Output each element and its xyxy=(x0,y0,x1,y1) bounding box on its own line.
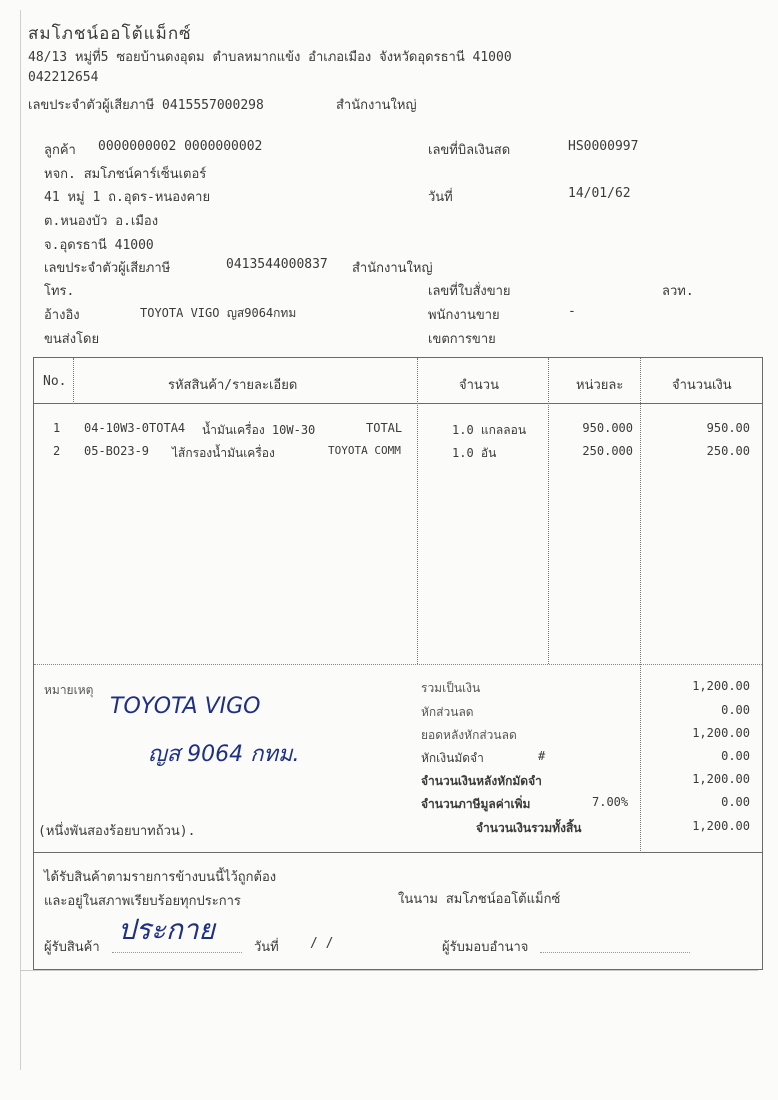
receiver-signature: ประกาย xyxy=(118,913,215,946)
after-deposit-value: 1,200.00 xyxy=(692,772,750,786)
customer-branch: สำนักงานใหญ่ xyxy=(352,261,433,276)
receive-date-label: วันที่ xyxy=(254,940,279,955)
table-header-border xyxy=(33,403,763,404)
staff-label: พนักงานขาย xyxy=(428,308,500,323)
row-brand: TOYOTA COMM xyxy=(328,444,401,457)
deposit-hash: # xyxy=(538,749,546,763)
bill-no-label: เลขที่บิลเงินสด xyxy=(428,143,511,158)
grand-total-label: จำนวนเงินรวมทั้งสิ้น xyxy=(476,821,582,835)
shipping-label: ขนส่งโดย xyxy=(44,332,100,347)
after-deposit-label: จำนวนเงินหลังหักมัดจำ xyxy=(421,774,542,788)
row-code: 05-BO23-9 xyxy=(84,444,150,458)
reference-label: อ้างอิง xyxy=(44,308,80,323)
col-divider-price xyxy=(640,358,641,853)
table-body-bottom xyxy=(34,664,762,665)
row-description: น้ำมันเครื่อง 10W-30 xyxy=(202,423,316,437)
sales-area-label: เขตการขาย xyxy=(428,332,496,347)
row-description: ไส้กรองน้ำมันเครื่อง xyxy=(172,446,275,460)
header-description: รหัสสินค้า/รายละเอียด xyxy=(168,378,298,393)
row-qty: 1.0 อัน xyxy=(452,446,497,460)
company-name: สมโภชน์ออโต้แม็กซ์ xyxy=(28,24,192,44)
row-qty: 1.0 แกลลอน xyxy=(452,423,527,437)
customer-tel-label: โทร. xyxy=(44,284,75,299)
customer-code-label: ลูกค้า xyxy=(44,143,76,158)
row-no: 2 xyxy=(53,444,61,458)
discount-label: หักส่วนลด xyxy=(421,705,474,719)
customer-tax-id: 0413544000837 xyxy=(226,257,328,272)
handwritten-model: TOYOTA VIGO xyxy=(110,694,261,719)
company-address: 48/13 หมู่ที่5 ซอยบ้านดงอุดม ตำบลหมากแข้ง อำเภอเมือง จังหวัดอุดรธานี 41000 xyxy=(28,50,512,65)
vat-label: จำนวนภาษีมูลค่าเพิ่ม xyxy=(421,797,531,811)
after-discount-label: ยอดหลังหักส่วนลด xyxy=(421,728,517,742)
table-right-border xyxy=(762,357,763,853)
vat-value: 0.00 xyxy=(721,795,750,809)
header-unit-price: หน่วยละ xyxy=(576,378,624,393)
customer-address-1: 41 หมู่ 1 ถ.อุดร-หนองคาย xyxy=(44,190,211,205)
deposit-label: หักเงินมัดจำ xyxy=(421,751,484,765)
col-divider-desc xyxy=(417,358,418,664)
header-amount: จำนวนเงิน xyxy=(672,378,732,393)
after-discount-value: 1,200.00 xyxy=(692,726,750,740)
customer-address-2: ต.หนองบัว อ.เมือง xyxy=(44,214,159,229)
received-statement-2: และอยู่ในสภาพเรียบร้อยทุกประการ xyxy=(44,894,241,909)
remarks-label: หมายเหตุ xyxy=(44,683,94,697)
subtotal-value: 1,200.00 xyxy=(692,679,750,693)
receiver-label: ผู้รับสินค้า xyxy=(44,940,100,955)
handwritten-plate: ญส 9064 กทม. xyxy=(148,742,300,767)
received-statement-1: ได้รับสินค้าตามรายการข้างบนนี้ไว้ถูกต้อง xyxy=(44,870,277,885)
page-left-edge xyxy=(20,10,21,1070)
header-qty: จำนวน xyxy=(459,378,499,393)
table-left-border xyxy=(33,357,34,853)
company-phone: 042212654 xyxy=(28,70,99,85)
row-no: 1 xyxy=(53,421,61,435)
row-brand: TOTAL xyxy=(366,421,403,435)
col-divider-no xyxy=(73,358,74,404)
customer-code: 0000000002 0000000002 xyxy=(98,139,263,154)
footer-right-border xyxy=(762,852,763,970)
doc-date: 14/01/62 xyxy=(568,186,631,201)
vat-rate: 7.00% xyxy=(592,795,629,809)
grand-total-value: 1,200.00 xyxy=(692,819,750,833)
header-no: No. xyxy=(43,374,67,389)
row-amount: 950.00 xyxy=(706,421,750,435)
customer-name: หจก. สมโภชน์คาร์เซ็นเตอร์ xyxy=(44,167,207,182)
row-code: 04-10W3-0TOTA4 xyxy=(84,421,186,435)
table-top-border xyxy=(33,357,763,358)
company-branch: สำนักงานใหญ่ xyxy=(336,98,417,113)
order-no-value: ลวท. xyxy=(662,284,694,299)
footer-left-border xyxy=(33,852,34,970)
customer-address-3: จ.อุดรธานี 41000 xyxy=(44,238,154,253)
authorized-label: ผู้รับมอบอำนาจ xyxy=(442,940,529,955)
authorized-signature-line xyxy=(540,952,690,953)
page-bottom-rule xyxy=(20,970,758,971)
discount-value: 0.00 xyxy=(721,703,750,717)
on-behalf-of: ในนาม สมโภชน์ออโต้แม็กซ์ xyxy=(398,892,561,907)
subtotal-label: รวมเป็นเงิน xyxy=(421,681,481,695)
order-no-label: เลขที่ใบสั่งขาย xyxy=(428,284,511,299)
receiver-signature-line xyxy=(112,952,242,953)
row-amount: 250.00 xyxy=(706,444,750,458)
date-label: วันที่ xyxy=(428,190,453,205)
company-tax-id: เลขประจำตัวผู้เสียภาษี 0415557000298 xyxy=(28,98,264,113)
totals-bottom-border xyxy=(33,852,763,853)
staff-value: - xyxy=(568,304,576,319)
deposit-value: 0.00 xyxy=(721,749,750,763)
bill-no: HS0000997 xyxy=(568,139,639,154)
reference-value: TOYOTA VIGO ญส9064กทม xyxy=(140,306,297,320)
row-unit-price: 250.000 xyxy=(582,444,633,458)
customer-tax-label: เลขประจำตัวผู้เสียภาษี xyxy=(44,261,171,276)
col-divider-qty xyxy=(548,358,549,664)
row-unit-price: 950.000 xyxy=(582,421,633,435)
receive-date-blank: / / xyxy=(310,936,334,951)
amount-in-words: (หนึ่งพันสองร้อยบาทถ้วน). xyxy=(38,824,196,839)
